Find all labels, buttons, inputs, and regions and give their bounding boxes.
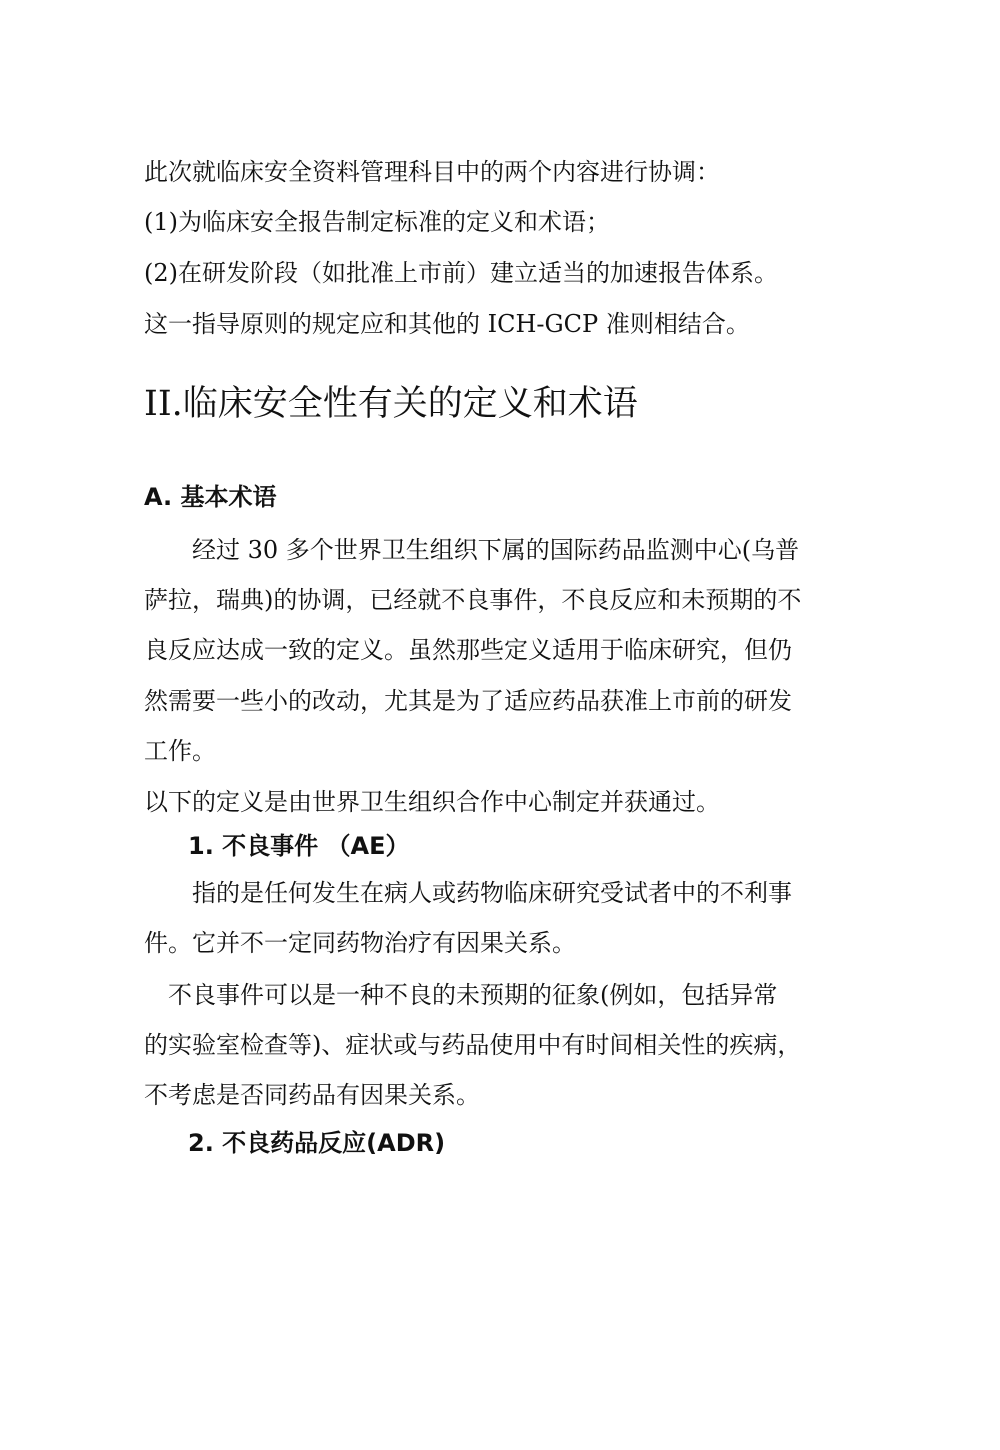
paragraph-line: 不考虑是否同药品有因果关系。 — [144, 1081, 480, 1109]
paragraph-line: 不良事件可以是一种不良的未预期的征象(例如，包括异常 — [144, 981, 778, 1009]
section-title: II.临床安全性有关的定义和术语 — [144, 384, 638, 424]
paragraph-line: 件。它并不一定同药物治疗有因果关系。 — [144, 929, 576, 957]
intro-line: 这一指导原则的规定应和其他的 ICH-GCP 准则相结合。 — [144, 310, 750, 338]
paragraph-line: 指的是任何发生在病人或药物临床研究受试者中的不利事 — [144, 879, 792, 907]
item-title: 2. 不良药品反应(ADR) — [188, 1129, 446, 1157]
paragraph-line: 工作。 — [144, 737, 216, 765]
paragraph-line: 经过 30 多个世界卫生组织下属的国际药品监测中心(乌普 — [144, 536, 800, 564]
intro-line: (1)为临床安全报告制定标准的定义和术语； — [144, 208, 610, 236]
item-title: 1. 不良事件 （AE） — [188, 832, 410, 860]
intro-line: (2)在研发阶段（如批准上市前）建立适当的加速报告体系。 — [144, 259, 778, 287]
note-line: 以下的定义是由世界卫生组织合作中心制定并获通过。 — [144, 788, 720, 816]
subsection-title: A. 基本术语 — [144, 483, 277, 511]
paragraph-line: 萨拉，瑞典)的协调，已经就不良事件，不良反应和未预期的不 — [144, 586, 802, 614]
intro-line: 此次就临床安全资料管理科目中的两个内容进行协调： — [144, 158, 720, 186]
paragraph-line: 然需要一些小的改动，尤其是为了适应药品获准上市前的研发 — [144, 687, 792, 715]
paragraph-line: 的实验室检查等)、症状或与药品使用中有时间相关性的疾病， — [144, 1031, 802, 1059]
paragraph-line: 良反应达成一致的定义。虽然那些定义适用于临床研究，但仍 — [144, 636, 792, 664]
